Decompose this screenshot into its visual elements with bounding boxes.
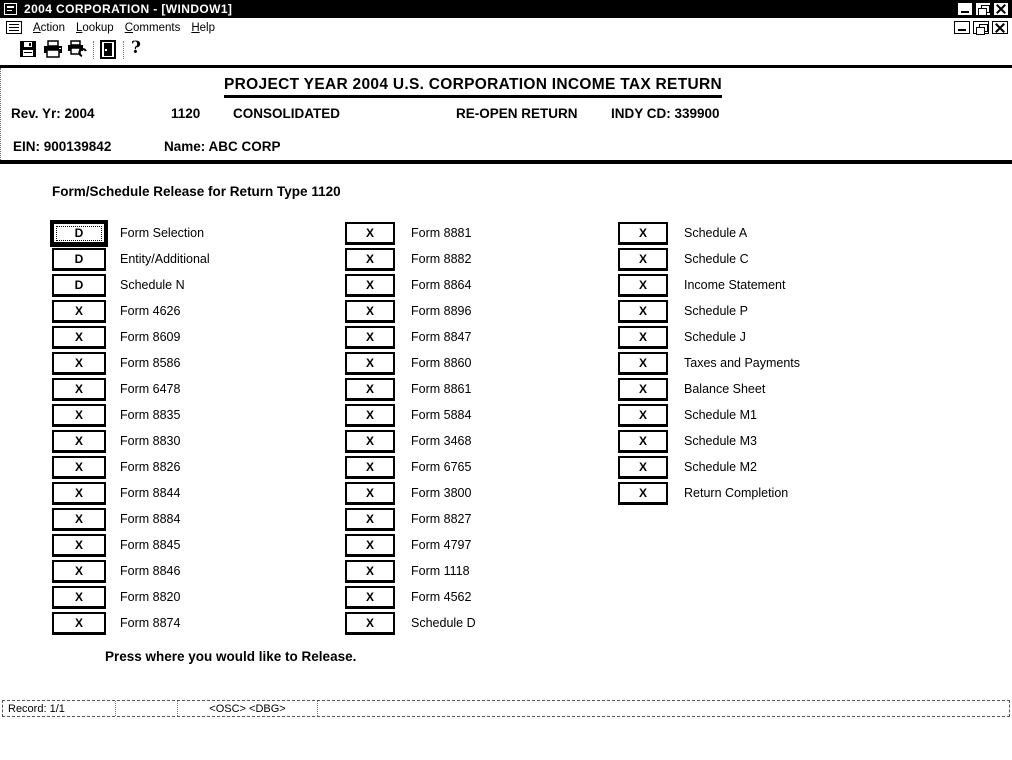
release-label-form-8874: Form 8874 <box>120 616 181 630</box>
release-label-form-4797: Form 4797 <box>411 538 472 552</box>
release-label-form-8830: Form 8830 <box>120 434 181 448</box>
release-button-form-8830[interactable]: X <box>52 430 106 453</box>
form-release-row <box>345 558 476 584</box>
release-button-form-8860[interactable]: X <box>345 352 395 375</box>
release-button-return-completion[interactable]: X <box>618 482 668 505</box>
form-release-row <box>345 376 476 402</box>
minimize-icon[interactable] <box>957 2 973 16</box>
release-label-form-8861: Form 8861 <box>411 382 472 396</box>
close-icon[interactable] <box>993 2 1009 16</box>
release-label-form-6765: Form 6765 <box>411 460 472 474</box>
release-button-form-selection[interactable]: D <box>52 222 106 245</box>
toolbar <box>0 37 1012 65</box>
release-button-form-8835[interactable]: X <box>52 404 106 427</box>
release-label-form-4562: Form 4562 <box>411 590 472 604</box>
release-button-form-8609[interactable]: X <box>52 326 106 349</box>
form-release-row <box>52 558 210 584</box>
menu-comments[interactable]: Comments <box>124 21 181 34</box>
toolbar-separator <box>123 41 124 59</box>
release-label-form-4626: Form 4626 <box>120 304 181 318</box>
mdi-minimize-icon[interactable] <box>954 21 970 34</box>
section-title: Form/Schedule Release for Return Type 1120 <box>52 184 341 199</box>
release-label-form-1118: Form 1118 <box>411 564 470 578</box>
release-label-form-8826: Form 8826 <box>120 460 181 474</box>
form-release-row <box>618 402 800 428</box>
release-label-form-8609: Form 8609 <box>120 330 181 344</box>
form-release-row <box>345 454 476 480</box>
release-label-schedule-n: Schedule N <box>120 278 185 292</box>
release-button-form-8846[interactable]: X <box>52 560 106 583</box>
form-release-row <box>345 220 476 246</box>
status-bar <box>2 700 1010 717</box>
release-button-form-4562[interactable]: X <box>345 586 395 609</box>
form-release-row <box>52 610 210 636</box>
menu-bar <box>0 18 1012 37</box>
return-header <box>0 68 1012 160</box>
form-release-row <box>618 220 800 246</box>
form-release-row <box>345 298 476 324</box>
release-button-form-8844[interactable]: X <box>52 482 106 505</box>
form-release-row <box>618 246 800 272</box>
release-label-schedule-a: Schedule A <box>684 226 748 240</box>
release-column-2 <box>345 220 476 636</box>
release-button-form-8881[interactable]: X <box>345 222 395 245</box>
release-button-form-6765[interactable]: X <box>345 456 395 479</box>
form-release-row <box>345 428 476 454</box>
release-column-3 <box>618 220 800 506</box>
rev-yr-field: Rev. Yr: 2004 <box>11 106 95 121</box>
release-button-form-8847[interactable]: X <box>345 326 395 349</box>
release-label-form-8835: Form 8835 <box>120 408 181 422</box>
release-button-form-8896[interactable]: X <box>345 300 395 323</box>
release-instruction: Press where you would like to Release. <box>105 649 357 664</box>
release-label-form-8844: Form 8844 <box>120 486 181 500</box>
menu-lookup[interactable]: Lookup <box>75 21 114 34</box>
release-button-form-1118[interactable]: X <box>345 560 395 583</box>
form-type-field: 1120 <box>171 106 201 121</box>
release-label-balance-sheet: Balance Sheet <box>684 382 766 396</box>
form-release-row <box>618 350 800 376</box>
release-label-form-8860: Form 8860 <box>411 356 472 370</box>
release-button-schedule-a[interactable]: X <box>618 222 668 245</box>
release-button-form-8826[interactable]: X <box>52 456 106 479</box>
release-label-form-selection: Form Selection <box>120 226 205 240</box>
release-label-form-3468: Form 3468 <box>411 434 472 448</box>
form-release-row <box>52 506 210 532</box>
release-label-form-8820: Form 8820 <box>120 590 181 604</box>
release-button-entity-additional[interactable]: D <box>52 248 106 271</box>
status-rest <box>318 701 1009 716</box>
form-release-row <box>618 272 800 298</box>
release-label-form-8586: Form 8586 <box>120 356 181 370</box>
release-button-schedule-d[interactable]: X <box>345 612 395 635</box>
release-column-1 <box>52 220 210 636</box>
release-label-form-8847: Form 8847 <box>411 330 472 344</box>
release-button-schedule-c[interactable]: X <box>618 248 668 271</box>
print-icon[interactable] <box>43 40 63 60</box>
form-release-row <box>345 584 476 610</box>
release-button-income-statement[interactable]: X <box>618 274 668 297</box>
release-button-schedule-n[interactable]: D <box>52 274 106 297</box>
form-release-row <box>52 298 210 324</box>
release-label-schedule-j: Schedule J <box>684 330 746 344</box>
form-release-row <box>345 532 476 558</box>
form-release-row <box>618 324 800 350</box>
window-controls <box>957 2 1009 16</box>
toolbar-separator <box>93 41 94 59</box>
form-release-row <box>52 324 210 350</box>
form-release-row <box>345 350 476 376</box>
release-button-taxes-and-payments[interactable]: X <box>618 352 668 375</box>
form-release-row <box>52 454 210 480</box>
release-label-schedule-m1: Schedule M1 <box>684 408 757 422</box>
release-label-income-statement: Income Statement <box>684 278 786 292</box>
release-label-form-3800: Form 3800 <box>411 486 472 500</box>
form-release-row <box>345 246 476 272</box>
window-title: 2004 CORPORATION - [WINDOW1] <box>24 2 233 16</box>
form-release-row <box>52 350 210 376</box>
release-button-schedule-m2[interactable]: X <box>618 456 668 479</box>
release-button-schedule-p[interactable]: X <box>618 300 668 323</box>
form-release-row <box>52 246 210 272</box>
consolidation-field: CONSOLIDATED <box>233 106 340 121</box>
release-button-form-4797[interactable]: X <box>345 534 395 557</box>
release-label-schedule-d: Schedule D <box>411 616 476 630</box>
release-label-schedule-p: Schedule P <box>684 304 748 318</box>
restore-icon[interactable] <box>975 2 991 16</box>
release-button-form-6478[interactable]: X <box>52 378 106 401</box>
app-icon <box>4 3 17 15</box>
title-bar <box>0 0 1012 18</box>
release-label-form-8827: Form 8827 <box>411 512 472 526</box>
release-label-schedule-m2: Schedule M2 <box>684 460 757 474</box>
print-setup-icon[interactable] <box>67 40 87 60</box>
form-release-row <box>345 324 476 350</box>
exit-icon[interactable] <box>99 40 119 60</box>
page-title: PROJECT YEAR 2004 U.S. CORPORATION INCOME TAX RETURN <box>224 76 722 98</box>
page-title-wrap <box>61 76 885 98</box>
release-label-form-8882: Form 8882 <box>411 252 472 266</box>
release-button-form-8884[interactable]: X <box>52 508 106 531</box>
release-button-form-8864[interactable]: X <box>345 274 395 297</box>
release-label-schedule-c: Schedule C <box>684 252 749 266</box>
release-button-form-3468[interactable]: X <box>345 430 395 453</box>
release-label-schedule-m3: Schedule M3 <box>684 434 757 448</box>
release-label-form-8845: Form 8845 <box>120 538 181 552</box>
release-label-taxes-and-payments: Taxes and Payments <box>684 356 801 370</box>
mdi-system-icon[interactable] <box>6 21 22 34</box>
form-release-row <box>345 480 476 506</box>
form-release-row <box>52 584 210 610</box>
release-label-return-completion: Return Completion <box>684 486 789 500</box>
release-button-schedule-m1[interactable]: X <box>618 404 668 427</box>
release-button-form-5884[interactable]: X <box>345 404 395 427</box>
release-label-form-8881: Form 8881 <box>411 226 472 240</box>
form-release-row <box>618 376 800 402</box>
ein-field: EIN: 900139842 <box>13 139 112 154</box>
form-release-row <box>52 428 210 454</box>
mdi-window-controls <box>954 21 1008 34</box>
return-status-field: RE-OPEN RETURN <box>456 106 578 121</box>
form-release-row <box>345 402 476 428</box>
form-release-row <box>52 480 210 506</box>
form-release-row <box>52 376 210 402</box>
release-label-form-8896: Form 8896 <box>411 304 472 318</box>
form-release-row <box>52 272 210 298</box>
mdi-restore-icon[interactable] <box>973 21 989 34</box>
form-release-row <box>345 272 476 298</box>
release-button-form-8845[interactable]: X <box>52 534 106 557</box>
menu-help[interactable]: Help <box>191 21 215 34</box>
horizontal-rule-mid <box>0 160 1012 164</box>
release-button-form-3800[interactable]: X <box>345 482 395 505</box>
release-button-balance-sheet[interactable]: X <box>618 378 668 401</box>
form-release-row <box>618 480 800 506</box>
record-indicator: Record: 1/1 <box>3 701 116 716</box>
release-label-form-8846: Form 8846 <box>120 564 181 578</box>
form-release-row <box>52 402 210 428</box>
form-release-row <box>618 298 800 324</box>
release-button-form-8861[interactable]: X <box>345 378 395 401</box>
status-spacer <box>116 701 178 716</box>
save-icon[interactable] <box>19 40 39 60</box>
release-button-form-8827[interactable]: X <box>345 508 395 531</box>
form-release-row <box>52 220 210 246</box>
release-label-entity-additional: Entity/Additional <box>120 252 210 266</box>
release-button-form-8882[interactable]: X <box>345 248 395 271</box>
release-label-form-8884: Form 8884 <box>120 512 181 526</box>
form-release-row <box>618 428 800 454</box>
release-button-form-8874[interactable]: X <box>52 612 106 635</box>
release-label-form-8864: Form 8864 <box>411 278 472 292</box>
release-label-form-5884: Form 5884 <box>411 408 472 422</box>
menu-action[interactable]: Action <box>33 21 65 34</box>
indy-cd-field: INDY CD: 339900 <box>611 106 720 121</box>
form-release-row <box>345 506 476 532</box>
release-button-schedule-j[interactable]: X <box>618 326 668 349</box>
release-button-form-8586[interactable]: X <box>52 352 106 375</box>
form-release-row <box>52 532 210 558</box>
release-button-form-8820[interactable]: X <box>52 586 106 609</box>
taxpayer-name-field: Name: ABC CORP <box>164 139 281 154</box>
release-button-schedule-m3[interactable]: X <box>618 430 668 453</box>
release-label-form-6478: Form 6478 <box>120 382 181 396</box>
form-release-row <box>345 610 476 636</box>
mdi-close-icon[interactable] <box>992 21 1008 34</box>
release-button-form-4626[interactable]: X <box>52 300 106 323</box>
form-release-row <box>618 454 800 480</box>
status-flags: <OSC> <DBG> <box>178 701 318 716</box>
help-icon[interactable] <box>131 38 151 58</box>
